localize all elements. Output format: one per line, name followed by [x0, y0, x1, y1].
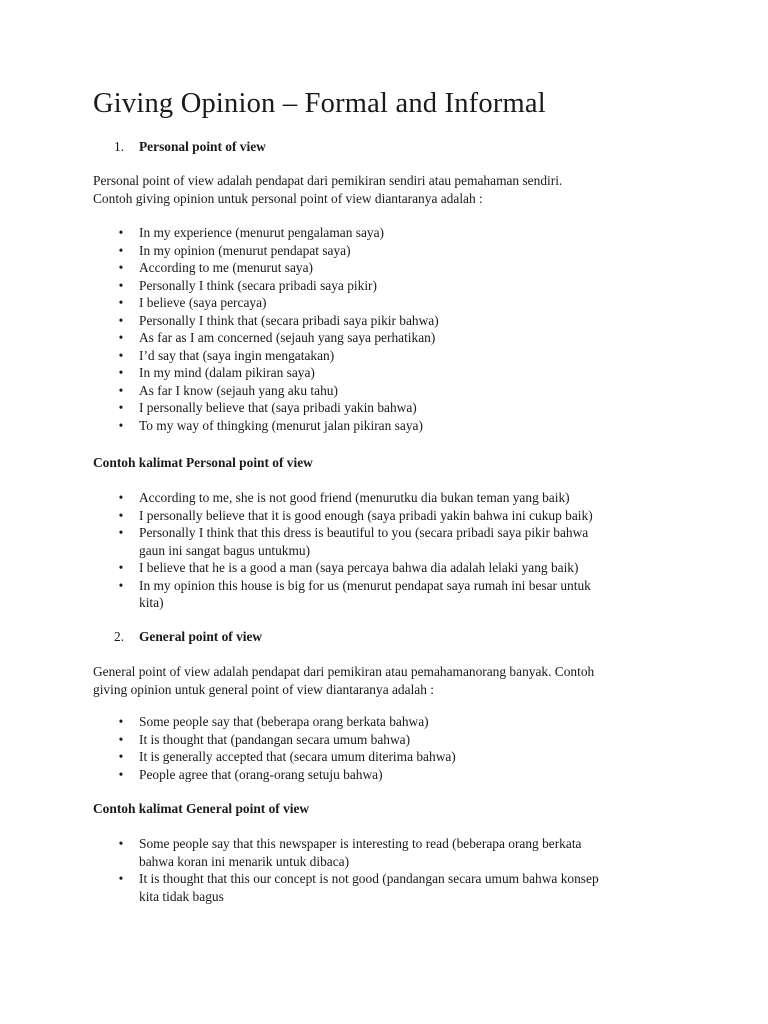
bullet-icon: •	[118, 560, 124, 575]
bullet-icon: •	[118, 731, 124, 747]
list-item: • People agree that (orang-orang setuju bahwa)	[93, 766, 456, 784]
section-2-intro	[93, 663, 653, 698]
bullet-icon: •	[118, 400, 124, 415]
list-item: • Personally I think (secara pribadi saya pikir)	[93, 277, 439, 295]
bullet-icon: •	[118, 295, 124, 310]
bullet-icon: •	[118, 330, 124, 345]
section-1-example-list	[93, 489, 593, 612]
list-item: • I believe that he is a good a man (saya percaya bahwa dia adalah lelaki yang baik)	[93, 559, 593, 577]
list-item: • In my experience (menurut pengalaman saya)	[93, 224, 439, 242]
bullet-icon: •	[118, 347, 124, 363]
list-item: • In my opinion this house is big for us (menurut pendapat saya rumah ini besar untuk kita)	[93, 577, 593, 612]
section-2-intro-line-1: General point of view adalah pendapat dari pemikiran atau pemahamanorang banyak. Contoh	[93, 664, 595, 679]
bullet-icon: •	[118, 749, 124, 764]
bullet-icon: •	[118, 714, 124, 729]
list-item: • I believe (saya percaya)	[93, 294, 439, 312]
bullet-icon: •	[118, 507, 124, 523]
section-2-expression-list	[93, 713, 456, 783]
bullet-icon: •	[118, 277, 124, 293]
section-2-intro-line-2: giving opinion untuk general point of view diantaranya adalah :	[93, 681, 434, 697]
section-1-intro-line-1: Personal point of view adalah pendapat dari pemikiran sendiri atau pemahaman sendiri.	[93, 173, 563, 188]
list-item: • I personally believe that (saya pribadi yakin bahwa)	[93, 399, 439, 417]
list-item: • I personally believe that it is good enough (saya pribadi yakin bahwa ini cukup baik)	[93, 507, 593, 525]
bullet-icon: •	[118, 836, 124, 851]
list-item: • I’d say that (saya ingin mengatakan)	[93, 347, 439, 365]
list-item: • In my opinion (menurut pendapat saya)	[93, 242, 439, 260]
bullet-icon: •	[118, 260, 124, 275]
list-item: • Some people say that (beberapa orang berkata bahwa)	[93, 713, 456, 731]
section-2-heading	[114, 628, 262, 646]
list-item: • It is thought that (pandangan secara umum bahwa)	[93, 731, 456, 749]
bullet-icon: •	[118, 312, 124, 328]
list-item: • In my mind (dalam pikiran saya)	[93, 364, 439, 382]
list-item: • According to me (menurut saya)	[93, 259, 439, 277]
section-1-intro-line-2: Contoh giving opinion untuk personal point of view diantaranya adalah :	[93, 190, 483, 206]
section-1-intro	[93, 172, 653, 207]
bullet-icon: •	[118, 766, 124, 782]
section-1-heading	[114, 138, 266, 156]
bullet-icon: •	[118, 871, 124, 886]
list-item: • It is generally accepted that (secara umum diterima bahwa)	[93, 748, 456, 766]
list-item: • As far as I am concerned (sejauh yang saya perhatikan)	[93, 329, 439, 347]
section-2-example-list	[93, 835, 599, 905]
bullet-icon: •	[118, 525, 124, 540]
section-2-heading-label: General point of view	[139, 629, 263, 644]
bullet-icon: •	[118, 417, 124, 433]
section-1-example-heading: Contoh kalimat Personal point of view	[93, 455, 313, 470]
section-2-number: 2.	[114, 629, 125, 644]
section-2-example-heading: Contoh kalimat General point of view	[93, 801, 310, 816]
list-item: • Personally I think that this dress is beautiful to you (secara pribadi saya pikir bahwa gaun ini sangat bagus untukmu)	[93, 524, 593, 559]
bullet-icon: •	[118, 577, 124, 593]
document-title: Giving Opinion – Formal and Informal	[93, 88, 546, 119]
bullet-icon: •	[118, 382, 124, 398]
bullet-icon: •	[118, 490, 124, 505]
bullet-icon: •	[118, 365, 124, 380]
list-item: • As far I know (sejauh yang aku tahu)	[93, 382, 439, 400]
list-item: • Personally I think that (secara pribadi saya pikir bahwa)	[93, 312, 439, 330]
section-1-expression-list	[93, 224, 439, 434]
bullet-icon: •	[118, 225, 124, 240]
list-item: • It is thought that this our concept is not good (pandangan secara umum bahwa konsep kita tidak bagus	[93, 870, 599, 905]
section-1-heading-label: Personal point of view	[139, 139, 266, 154]
list-item: • To my way of thingking (menurut jalan pikiran saya)	[93, 417, 439, 435]
section-1-number: 1.	[114, 139, 125, 154]
bullet-icon: •	[118, 242, 124, 258]
list-item: • Some people say that this newspaper is interesting to read (beberapa orang berkata bahwa koran ini menarik untuk dibaca)	[93, 835, 599, 870]
list-item: • According to me, she is not good friend (menurutku dia bukan teman yang baik)	[93, 489, 593, 507]
